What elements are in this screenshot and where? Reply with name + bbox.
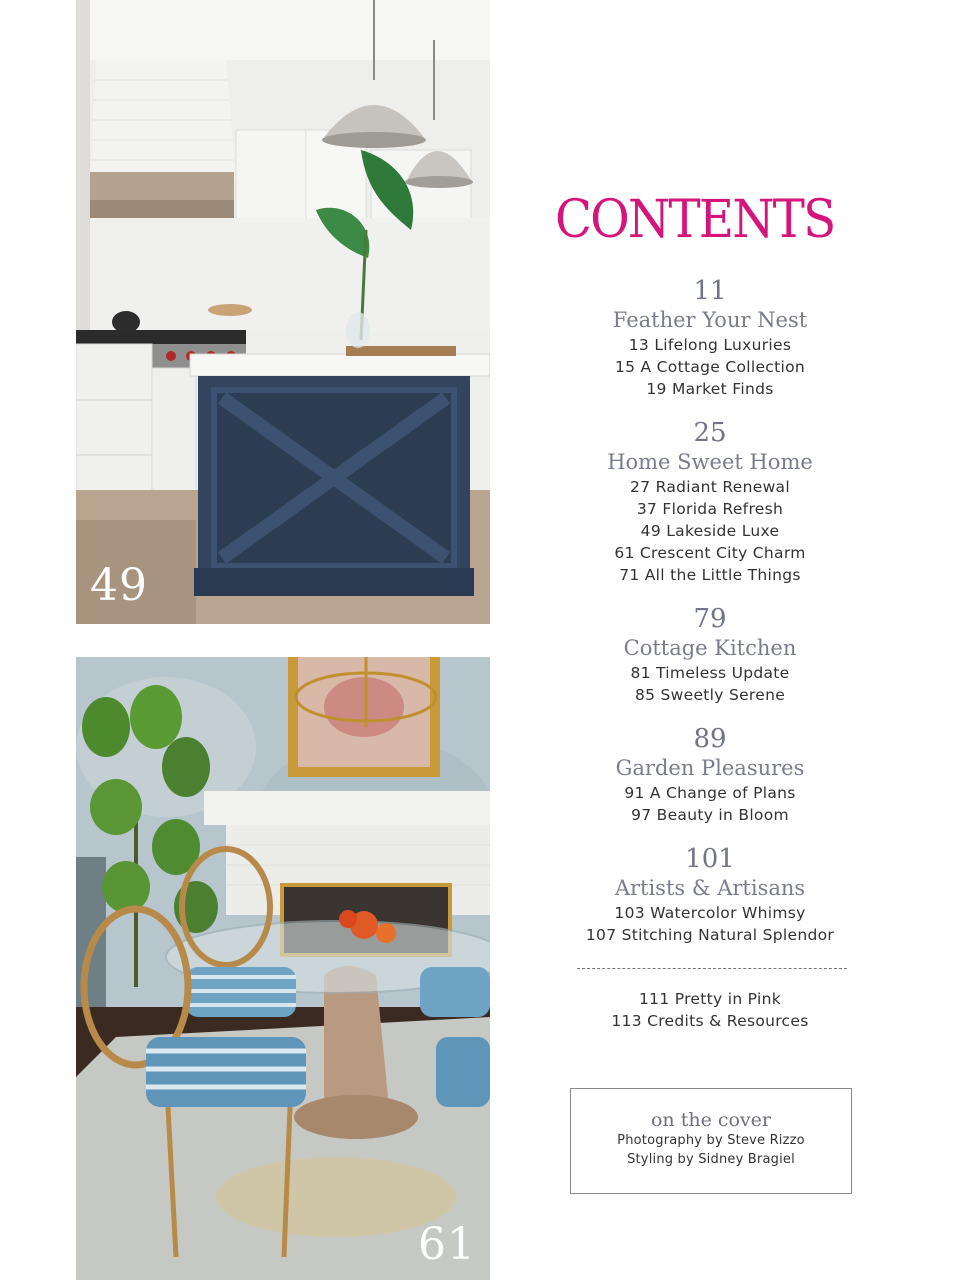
toc-section [570,724,850,826]
toc-entry[interactable]: 61 Crescent City Charm [614,544,806,562]
toc-entry[interactable]: 103 Watercolor Whimsy [614,904,806,922]
toc-section [570,418,850,586]
dashed-divider [577,968,847,969]
toc-section [570,276,850,400]
toc-entry[interactable]: 49 Lakeside Luxe [640,522,780,540]
toc-extras [570,988,850,1032]
page-title: CONTENTS [555,190,835,250]
photo-page-number: 61 [418,1219,476,1270]
toc-entry[interactable]: 91 A Change of Plans [624,784,796,802]
toc-entry[interactable]: 15 A Cottage Collection [614,358,805,376]
section-page-number: 25 [693,418,727,448]
photo-page-number: 49 [90,560,148,611]
toc-entry[interactable]: 13 Lifelong Luxuries [628,336,792,354]
section-title[interactable]: Garden Pleasures [615,756,805,780]
section-title[interactable]: Cottage Kitchen [623,636,797,660]
section-page-number: 89 [693,724,727,754]
section-title[interactable]: Home Sweet Home [607,450,813,474]
toc-entry[interactable]: 71 All the Little Things [619,566,801,584]
cover-credit-line: Photography by Steve Rizzo [617,1133,805,1148]
section-page-number: 11 [693,276,727,306]
toc-section [570,844,850,946]
toc-entry[interactable]: 107 Stitching Natural Splendor [585,926,835,944]
cover-credit-line: Styling by Sidney Bragiel [627,1152,795,1167]
toc-entry[interactable]: 37 Florida Refresh [636,500,784,518]
section-title[interactable]: Artists & Artisans [614,876,806,900]
cover-credits-box [570,1088,852,1194]
toc-entry[interactable]: 27 Radiant Renewal [630,478,790,496]
toc-entry[interactable]: 111 Pretty in Pink [639,990,781,1008]
kitchen-illustration [76,0,490,624]
section-title[interactable]: Feather Your Nest [612,308,808,332]
kitchen-photo [76,0,490,624]
toc-entry[interactable]: 113 Credits & Resources [611,1012,809,1030]
toc-entry[interactable]: 97 Beauty in Bloom [631,806,789,824]
dining-illustration [76,657,490,1280]
dining-room-photo [76,657,490,1280]
section-page-number: 101 [685,844,735,874]
cover-heading: on the cover [650,1109,771,1131]
toc-entry[interactable]: 81 Timeless Update [630,664,790,682]
toc-entry[interactable]: 19 Market Finds [646,380,774,398]
toc-entry[interactable]: 85 Sweetly Serene [634,686,786,704]
toc-section [570,604,850,706]
section-page-number: 79 [693,604,727,634]
